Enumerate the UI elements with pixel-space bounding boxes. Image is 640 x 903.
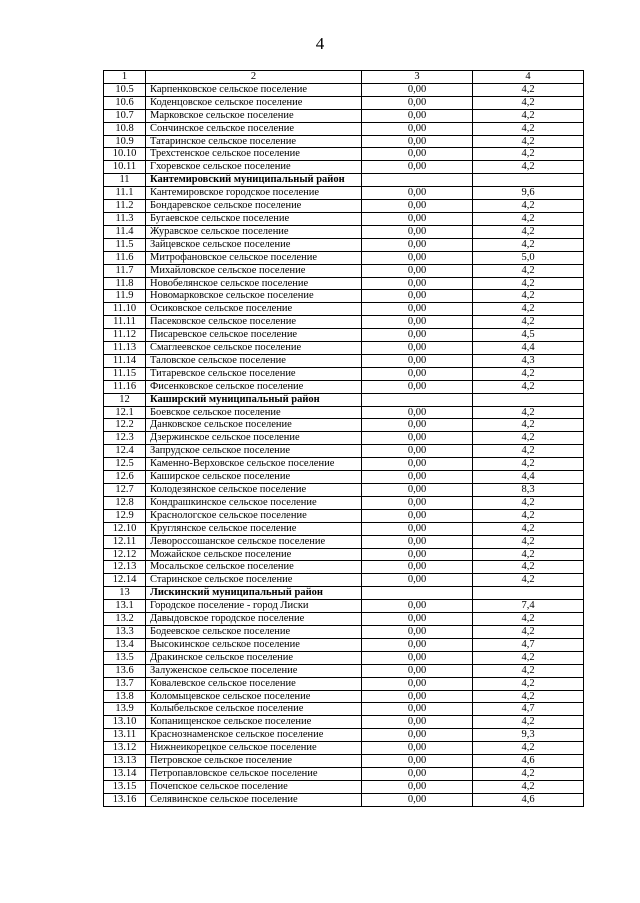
row-value-4: 4,2 (473, 303, 584, 316)
row-value-3: 0,00 (362, 290, 473, 303)
row-number: 13.16 (104, 793, 146, 806)
row-name: Запрудское сельское поселение (146, 445, 362, 458)
row-value-3: 0,00 (362, 484, 473, 497)
row-name: Татаринское сельское поселение (146, 135, 362, 148)
row-number: 13.13 (104, 755, 146, 768)
table-row (104, 767, 584, 780)
table-body (104, 71, 584, 807)
row-value-3: 0,00 (362, 780, 473, 793)
table-row (104, 329, 584, 342)
row-value-3: 0,00 (362, 148, 473, 161)
row-value-3: 0,00 (362, 200, 473, 213)
row-number: 12.6 (104, 471, 146, 484)
row-name: Петропавловское сельское поселение (146, 767, 362, 780)
table-row (104, 83, 584, 96)
row-name: Старинское сельское поселение (146, 574, 362, 587)
row-value-3: 0,00 (362, 535, 473, 548)
row-name: Левороссошанское сельское поселение (146, 535, 362, 548)
row-value-3: 0,00 (362, 522, 473, 535)
row-number: 12.7 (104, 484, 146, 497)
row-number: 11.14 (104, 354, 146, 367)
row-value-4: 4,2 (473, 445, 584, 458)
row-name: Митрофановское сельское поселение (146, 251, 362, 264)
row-name: Гхоревское сельское поселение (146, 161, 362, 174)
row-name: Ковалевское сельское поселение (146, 677, 362, 690)
row-value-3: 0,00 (362, 509, 473, 522)
row-number: 11.16 (104, 380, 146, 393)
row-value-3: 0,00 (362, 548, 473, 561)
row-number: 12.11 (104, 535, 146, 548)
row-value-3: 0,00 (362, 251, 473, 264)
table-row (104, 303, 584, 316)
row-number: 11.6 (104, 251, 146, 264)
row-number: 13.2 (104, 613, 146, 626)
row-value-3: 0,00 (362, 600, 473, 613)
row-value-3: 0,00 (362, 277, 473, 290)
row-number: 13.9 (104, 703, 146, 716)
table-row (104, 200, 584, 213)
row-name: Селявинское сельское поселение (146, 793, 362, 806)
row-number: 13.15 (104, 780, 146, 793)
table-row (104, 471, 584, 484)
row-value-4: 4,2 (473, 96, 584, 109)
table-row (104, 109, 584, 122)
row-value-4: 4,2 (473, 767, 584, 780)
row-name: Марковское сельское поселение (146, 109, 362, 122)
row-number: 13.12 (104, 742, 146, 755)
row-value-3: 0,00 (362, 664, 473, 677)
row-value-4: 4,2 (473, 458, 584, 471)
row-value-3: 0,00 (362, 96, 473, 109)
data-table (103, 70, 584, 807)
table-row (104, 600, 584, 613)
table-row (104, 496, 584, 509)
row-name: Петровское сельское поселение (146, 755, 362, 768)
table-row (104, 484, 584, 497)
row-number: 11.2 (104, 200, 146, 213)
table-row (104, 122, 584, 135)
row-value-3: 0,00 (362, 471, 473, 484)
row-number: 11.10 (104, 303, 146, 316)
row-value-4: 4,2 (473, 200, 584, 213)
row-value-3: 0,00 (362, 135, 473, 148)
row-value-4: 4,2 (473, 419, 584, 432)
row-number: 11.8 (104, 277, 146, 290)
table-row (104, 651, 584, 664)
row-value-3: 0,00 (362, 613, 473, 626)
row-value-4: 4,6 (473, 755, 584, 768)
row-value-3: 0,00 (362, 316, 473, 329)
row-value-4: 4,2 (473, 161, 584, 174)
row-name: Новомарковское сельское поселение (146, 290, 362, 303)
row-value-3: 0,00 (362, 303, 473, 316)
row-number: 11.11 (104, 316, 146, 329)
row-value-4: 4,2 (473, 574, 584, 587)
row-name: Таловское сельское поселение (146, 354, 362, 367)
row-value-3 (362, 174, 473, 187)
row-value-3: 0,00 (362, 742, 473, 755)
table-row (104, 316, 584, 329)
row-number: 12.5 (104, 458, 146, 471)
row-value-4: 4,5 (473, 329, 584, 342)
table-row (104, 535, 584, 548)
row-name: Краснознаменское сельское поселение (146, 729, 362, 742)
row-value-4: 9,3 (473, 729, 584, 742)
row-name: Залуженское сельское поселение (146, 664, 362, 677)
section-row (104, 587, 584, 600)
row-value-4: 4,2 (473, 135, 584, 148)
row-value-4: 4,2 (473, 238, 584, 251)
row-value-3: 0,00 (362, 793, 473, 806)
row-value-4: 4,7 (473, 638, 584, 651)
row-name: Михайловское сельское поселение (146, 264, 362, 277)
table-row (104, 148, 584, 161)
row-value-3: 0,00 (362, 122, 473, 135)
row-value-4: 4,4 (473, 471, 584, 484)
row-name: Краснологское сельское поселение (146, 509, 362, 522)
row-name: Лискинский муниципальный район (146, 587, 362, 600)
row-number: 13.10 (104, 716, 146, 729)
table-row (104, 290, 584, 303)
row-name: Данковское сельское поселение (146, 419, 362, 432)
table-row (104, 522, 584, 535)
row-number: 12.14 (104, 574, 146, 587)
header-col-2: 2 (146, 71, 362, 84)
row-value-3: 0,00 (362, 729, 473, 742)
row-value-3: 0,00 (362, 755, 473, 768)
row-value-3: 0,00 (362, 329, 473, 342)
row-value-4: 7,4 (473, 600, 584, 613)
row-number: 12 (104, 393, 146, 406)
header-col-1: 1 (104, 71, 146, 84)
table-row (104, 625, 584, 638)
row-number: 10.6 (104, 96, 146, 109)
row-value-4: 4,2 (473, 316, 584, 329)
row-name: Почепское сельское поселение (146, 780, 362, 793)
table-row (104, 703, 584, 716)
row-number: 12.2 (104, 419, 146, 432)
row-number: 12.13 (104, 561, 146, 574)
header-col-3: 3 (362, 71, 473, 84)
row-number: 12.1 (104, 406, 146, 419)
table-row (104, 780, 584, 793)
row-value-3: 0,00 (362, 716, 473, 729)
row-value-4: 4,2 (473, 613, 584, 626)
row-number: 13.4 (104, 638, 146, 651)
row-name: Сончинское сельское поселение (146, 122, 362, 135)
row-value-3: 0,00 (362, 83, 473, 96)
row-value-3: 0,00 (362, 690, 473, 703)
table-row (104, 406, 584, 419)
row-value-3: 0,00 (362, 212, 473, 225)
row-value-4: 4,2 (473, 522, 584, 535)
row-value-3: 0,00 (362, 225, 473, 238)
table-row (104, 277, 584, 290)
row-value-4: 4,2 (473, 264, 584, 277)
row-name: Карпенковское сельское поселение (146, 83, 362, 96)
row-value-4: 4,7 (473, 703, 584, 716)
row-name: Высокинское сельское поселение (146, 638, 362, 651)
table-row (104, 212, 584, 225)
table-row (104, 238, 584, 251)
row-value-4: 4,2 (473, 509, 584, 522)
table-row (104, 135, 584, 148)
row-value-4: 4,2 (473, 406, 584, 419)
row-value-4: 4,2 (473, 83, 584, 96)
row-value-3: 0,00 (362, 677, 473, 690)
row-name: Коломыцевское сельское поселение (146, 690, 362, 703)
row-value-3: 0,00 (362, 496, 473, 509)
row-value-4: 4,2 (473, 561, 584, 574)
row-number: 11.5 (104, 238, 146, 251)
table-row (104, 755, 584, 768)
row-value-4: 8,3 (473, 484, 584, 497)
table-row (104, 458, 584, 471)
row-number: 10.10 (104, 148, 146, 161)
row-number: 11.15 (104, 367, 146, 380)
row-value-4: 4,2 (473, 367, 584, 380)
row-number: 13.6 (104, 664, 146, 677)
row-value-3: 0,00 (362, 380, 473, 393)
row-number: 11.13 (104, 342, 146, 355)
row-value-3: 0,00 (362, 109, 473, 122)
row-number: 10.11 (104, 161, 146, 174)
row-value-4: 5,0 (473, 251, 584, 264)
row-value-4: 4,2 (473, 148, 584, 161)
row-number: 12.10 (104, 522, 146, 535)
row-value-3: 0,00 (362, 574, 473, 587)
row-number: 13 (104, 587, 146, 600)
table-row (104, 613, 584, 626)
row-number: 13.5 (104, 651, 146, 664)
section-row (104, 174, 584, 187)
row-value-3 (362, 587, 473, 600)
table-row (104, 793, 584, 806)
row-value-4: 4,4 (473, 342, 584, 355)
row-name: Новобелянское сельское поселение (146, 277, 362, 290)
table-row (104, 677, 584, 690)
row-number: 13.1 (104, 600, 146, 613)
row-value-3: 0,00 (362, 432, 473, 445)
row-number: 12.8 (104, 496, 146, 509)
row-value-3: 0,00 (362, 458, 473, 471)
row-value-4: 4,2 (473, 690, 584, 703)
table-row (104, 342, 584, 355)
row-name: Дзержинское сельское поселение (146, 432, 362, 445)
row-name: Бондаревское сельское поселение (146, 200, 362, 213)
row-value-4: 4,2 (473, 677, 584, 690)
table-header-row (104, 71, 584, 84)
table-row (104, 664, 584, 677)
row-name: Бугаевское сельское поселение (146, 212, 362, 225)
row-value-4: 4,2 (473, 290, 584, 303)
table-row (104, 187, 584, 200)
row-value-3: 0,00 (362, 651, 473, 664)
row-number: 11 (104, 174, 146, 187)
row-name: Кондрашкинское сельское поселение (146, 496, 362, 509)
row-number: 10.7 (104, 109, 146, 122)
row-value-4: 4,2 (473, 716, 584, 729)
table-row (104, 367, 584, 380)
row-value-4: 4,2 (473, 109, 584, 122)
table-row (104, 690, 584, 703)
row-number: 11.9 (104, 290, 146, 303)
row-number: 10.5 (104, 83, 146, 96)
row-value-3: 0,00 (362, 187, 473, 200)
section-row (104, 393, 584, 406)
row-value-4: 4,2 (473, 432, 584, 445)
row-value-4: 4,2 (473, 548, 584, 561)
table-row (104, 716, 584, 729)
row-value-4 (473, 174, 584, 187)
row-number: 13.11 (104, 729, 146, 742)
row-name: Городское поселение - город Лиски (146, 600, 362, 613)
table-row (104, 509, 584, 522)
row-number: 11.12 (104, 329, 146, 342)
row-name: Боевское сельское поселение (146, 406, 362, 419)
row-number: 12.4 (104, 445, 146, 458)
table-row (104, 445, 584, 458)
row-value-4: 4,2 (473, 277, 584, 290)
row-value-3: 0,00 (362, 625, 473, 638)
row-value-4: 4,6 (473, 793, 584, 806)
row-name: Трехстенское сельское поселение (146, 148, 362, 161)
table-row (104, 432, 584, 445)
row-number: 10.9 (104, 135, 146, 148)
row-value-3: 0,00 (362, 264, 473, 277)
row-name: Копанищенское сельское поселение (146, 716, 362, 729)
row-name: Можайское сельское поселение (146, 548, 362, 561)
row-name: Смаглеевское сельское поселение (146, 342, 362, 355)
row-value-3: 0,00 (362, 367, 473, 380)
row-value-4: 4,2 (473, 496, 584, 509)
row-value-3: 0,00 (362, 238, 473, 251)
row-value-3: 0,00 (362, 638, 473, 651)
row-number: 11.4 (104, 225, 146, 238)
row-name: Каширский муниципальный район (146, 393, 362, 406)
row-number: 10.8 (104, 122, 146, 135)
table-row (104, 638, 584, 651)
header-col-4: 4 (473, 71, 584, 84)
row-name: Бодеевское сельское поселение (146, 625, 362, 638)
table-row (104, 264, 584, 277)
row-value-3: 0,00 (362, 342, 473, 355)
row-number: 13.8 (104, 690, 146, 703)
row-number: 13.14 (104, 767, 146, 780)
row-name: Каширское сельское поселение (146, 471, 362, 484)
row-value-4: 4,2 (473, 380, 584, 393)
row-name: Кантемировское городское поселение (146, 187, 362, 200)
row-value-3 (362, 393, 473, 406)
row-value-4: 4,2 (473, 122, 584, 135)
row-value-3: 0,00 (362, 561, 473, 574)
row-value-3: 0,00 (362, 406, 473, 419)
row-value-3: 0,00 (362, 703, 473, 716)
row-value-3: 0,00 (362, 419, 473, 432)
row-value-3: 0,00 (362, 767, 473, 780)
table-row (104, 561, 584, 574)
row-name: Журавское сельское поселение (146, 225, 362, 238)
row-name: Колыбельское сельское поселение (146, 703, 362, 716)
row-name: Мосальское сельское поселение (146, 561, 362, 574)
row-value-4: 9,6 (473, 187, 584, 200)
row-name: Дракинское сельское поселение (146, 651, 362, 664)
row-number: 12.3 (104, 432, 146, 445)
row-name: Нижнеикорецкое сельское поселение (146, 742, 362, 755)
row-name: Пасековское сельское поселение (146, 316, 362, 329)
row-value-4: 4,3 (473, 354, 584, 367)
row-name: Фисенковское сельское поселение (146, 380, 362, 393)
table-row (104, 96, 584, 109)
table-row (104, 161, 584, 174)
row-value-3: 0,00 (362, 161, 473, 174)
page-number: 4 (315, 34, 325, 53)
table-row (104, 251, 584, 264)
row-value-3: 0,00 (362, 354, 473, 367)
table-row (104, 742, 584, 755)
row-value-4: 4,2 (473, 780, 584, 793)
row-name: Давыдовское городское поселение (146, 613, 362, 626)
row-number: 12.9 (104, 509, 146, 522)
table-row (104, 548, 584, 561)
table-row (104, 574, 584, 587)
row-value-4 (473, 587, 584, 600)
row-name: Кантемировский муниципальный район (146, 174, 362, 187)
table-row (104, 354, 584, 367)
row-name: Титаревское сельское поселение (146, 367, 362, 380)
row-name: Круглянское сельское поселение (146, 522, 362, 535)
table-row (104, 419, 584, 432)
row-name: Осиковское сельское поселение (146, 303, 362, 316)
row-value-4: 4,2 (473, 651, 584, 664)
row-name: Колодезянское сельское поселение (146, 484, 362, 497)
row-value-4 (473, 393, 584, 406)
table-row (104, 225, 584, 238)
row-name: Писаревское сельское поселение (146, 329, 362, 342)
row-name: Зайцевское сельское поселение (146, 238, 362, 251)
row-number: 11.3 (104, 212, 146, 225)
row-name: Коденцовское сельское поселение (146, 96, 362, 109)
row-number: 12.12 (104, 548, 146, 561)
row-number: 11.7 (104, 264, 146, 277)
row-number: 11.1 (104, 187, 146, 200)
row-value-4: 4,2 (473, 535, 584, 548)
row-number: 13.7 (104, 677, 146, 690)
table-row (104, 380, 584, 393)
row-value-4: 4,2 (473, 212, 584, 225)
row-value-4: 4,2 (473, 664, 584, 677)
row-number: 13.3 (104, 625, 146, 638)
row-value-4: 4,2 (473, 625, 584, 638)
row-value-4: 4,2 (473, 742, 584, 755)
table-row (104, 729, 584, 742)
row-value-3: 0,00 (362, 445, 473, 458)
row-name: Каменно-Верховское сельское поселение (146, 458, 362, 471)
row-value-4: 4,2 (473, 225, 584, 238)
